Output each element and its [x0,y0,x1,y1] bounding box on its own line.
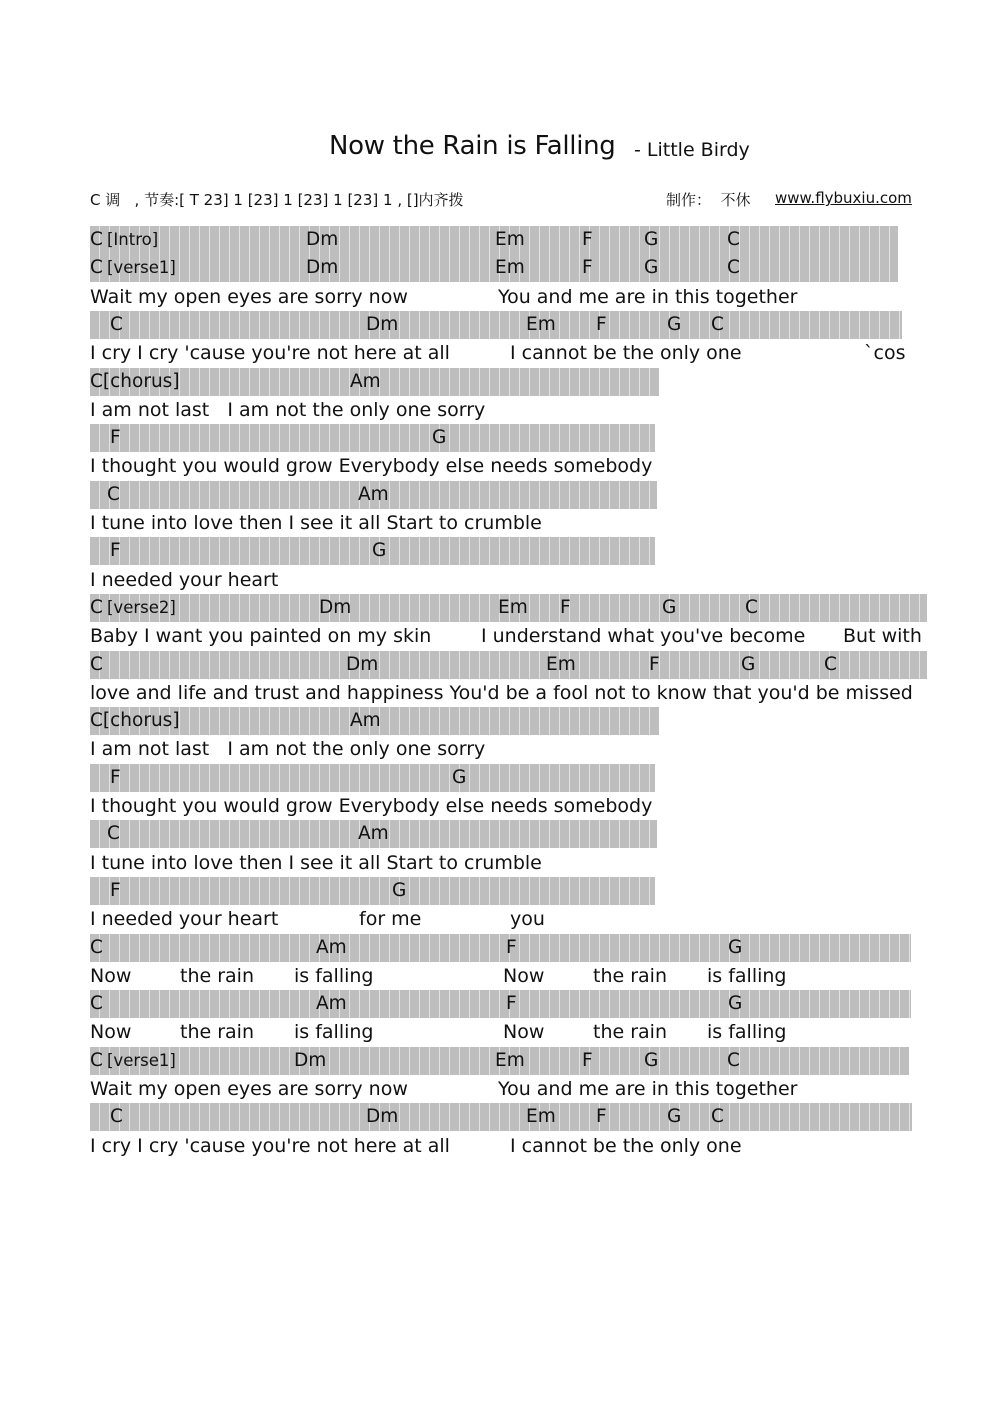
chord-symbol: F [582,229,593,250]
chord-symbol: F [596,1106,607,1127]
chord-line [90,368,659,396]
lyric-text: Now [90,1021,132,1043]
key-rhythm-info: C 调 , 节奏:[ T 23] 1 [23] 1 [23] 1 [23] 1 , []内齐拨 [90,191,464,209]
chord-symbol: C [90,1050,103,1071]
chord-line [90,877,655,905]
lyric-text: the rain [593,1021,667,1043]
chord-line [90,934,911,962]
chord-symbol: F [110,540,121,561]
chord-symbol: C [824,654,837,675]
chord-symbol: Em [495,257,525,278]
lyric-line [90,849,930,877]
lyric-line [90,452,930,480]
lyric-text: Now [503,1021,545,1043]
artist-name: - Little Birdy [634,139,750,161]
lyric-line [90,509,930,537]
chord-symbol: C [90,993,103,1014]
lyric-text: the rain [593,965,667,987]
chord-symbol: Em [546,654,576,675]
chord-symbol: F [506,993,517,1014]
lyric-text: the rain [180,965,254,987]
lyric-text: Baby I want you painted on my skin [90,625,432,647]
chord-symbol: Dm [294,1050,327,1071]
lyric-text: you [510,908,545,930]
chord-symbol: Am [358,823,389,844]
lyric-line [90,792,930,820]
chord-symbol: Em [498,597,528,618]
chord-line [90,537,655,565]
chord-symbol: [Intro] [107,230,159,249]
lyric-text: Wait my open eyes are sorry now [90,286,408,308]
credit-label: 制作： 不休 [666,191,751,209]
chord-symbol: G [392,880,407,901]
chord-symbol: Am [358,484,389,505]
chord-symbol: Em [495,1050,525,1071]
chord-symbol: Dm [346,654,379,675]
chord-symbol: C [711,1106,724,1127]
chord-symbol: G [728,937,743,958]
lyric-text: I understand what you've become [481,625,806,647]
chord-line [90,311,902,339]
lyric-line [90,1075,930,1103]
lyric-line [90,735,930,763]
chord-symbol: Dm [319,597,352,618]
lyric-text: love and life and trust and happiness You'd be a fool not to know that you'd be missed [90,682,913,704]
lyric-line [90,1018,930,1046]
chord-symbol: G [667,314,682,335]
chord-symbol: F [110,880,121,901]
chord-symbol: Em [495,229,525,250]
chord-symbol: F [506,937,517,958]
lyric-text: is falling [707,1021,787,1043]
lyric-line [90,679,930,707]
chord-symbol: C [90,937,103,958]
lyric-line [90,283,930,311]
chord-symbol: Dm [306,229,339,250]
chord-symbol: Em [526,314,556,335]
chord-symbol: C [90,257,103,278]
chord-symbol: F [596,314,607,335]
chord-line [90,764,655,792]
chord-symbol: Dm [366,1106,399,1127]
chord-line [90,707,659,735]
chord-symbol: F [582,1050,593,1071]
lyric-text: is falling [294,1021,374,1043]
chord-symbol: G [452,767,467,788]
chord-symbol: Dm [366,314,399,335]
chord-symbol: C[chorus] [90,371,180,392]
lyric-text: I am not last I am not the only one sorry [90,399,486,421]
chord-line [90,226,898,254]
chord-symbol: F [649,654,660,675]
chord-symbol: [verse2] [107,598,176,617]
lyric-text: Now [90,965,132,987]
chord-symbol: F [582,257,593,278]
lyric-text: I tune into love then I see it all Start to crumble [90,512,542,534]
chord-symbol: C [745,597,758,618]
chord-line [90,254,898,282]
lyric-text: I thought you would grow Everybody else needs somebody [90,455,653,477]
chord-symbol: G [432,427,447,448]
chord-symbol: [verse1] [107,1051,176,1070]
chord-symbol: C [727,1050,740,1071]
lyric-text: I cannot be the only one [510,342,742,364]
chord-symbol: G [644,257,659,278]
lyric-text: I needed your heart [90,908,279,930]
chord-symbol: Am [350,371,381,392]
chord-symbol: Am [316,937,347,958]
chord-symbol: G [662,597,677,618]
chord-symbol: [verse1] [107,258,176,277]
website-link[interactable]: www.flybuxiu.com [775,189,912,207]
chord-symbol: C [110,1106,123,1127]
lyric-text: `cos [864,342,906,364]
chord-symbol: C [727,257,740,278]
chord-symbol: G [372,540,387,561]
chord-symbol: F [110,767,121,788]
chord-symbol: C [107,484,120,505]
chord-symbol: Am [316,993,347,1014]
lyric-text: I cry I cry 'cause you're not here at all [90,1135,450,1157]
chord-symbol: C [90,597,103,618]
song-title: Now the Rain is Falling [329,131,616,161]
chord-line [90,990,911,1018]
chord-line [90,651,927,679]
lyric-line [90,1132,930,1160]
lyric-line [90,339,930,367]
lyric-text: is falling [707,965,787,987]
lyric-text: Wait my open eyes are sorry now [90,1078,408,1100]
chord-line [90,1103,912,1131]
chord-line [90,1047,909,1075]
lyric-text: But with [843,625,922,647]
chord-symbol: C [110,314,123,335]
chord-symbol: C [90,654,103,675]
chord-symbol: Dm [306,257,339,278]
lyric-text: I tune into love then I see it all Start to crumble [90,852,542,874]
lyric-line [90,905,930,933]
chord-symbol: C [90,229,103,250]
chord-line [90,481,657,509]
chord-symbol: C [107,823,120,844]
chord-symbol: G [728,993,743,1014]
chord-symbol: Em [526,1106,556,1127]
chord-symbol: C [727,229,740,250]
lyric-text: the rain [180,1021,254,1043]
lyric-text: I cry I cry 'cause you're not here at all [90,342,450,364]
chord-symbol: F [110,427,121,448]
chord-symbol: G [644,229,659,250]
chord-symbol: Am [350,710,381,731]
lyric-line [90,396,930,424]
lyric-text: for me [359,908,422,930]
lyric-text: is falling [294,965,374,987]
lyric-text: You and me are in this together [498,286,798,308]
lyric-text: I am not last I am not the only one sorry [90,738,486,760]
chord-symbol: C[chorus] [90,710,180,731]
lyric-line [90,566,930,594]
chord-symbol: G [667,1106,682,1127]
lyric-text: I needed your heart [90,569,279,591]
lyric-text: You and me are in this together [498,1078,798,1100]
chord-line [90,820,657,848]
lyric-line [90,622,930,650]
chord-symbol: F [560,597,571,618]
lyric-line [90,962,930,990]
chord-line [90,424,655,452]
lyric-text: I thought you would grow Everybody else needs somebody [90,795,653,817]
lyric-text: I cannot be the only one [510,1135,742,1157]
chord-symbol: G [644,1050,659,1071]
chord-symbol: C [711,314,724,335]
chord-symbol: G [741,654,756,675]
chord-line [90,594,927,622]
lyric-text: Now [503,965,545,987]
